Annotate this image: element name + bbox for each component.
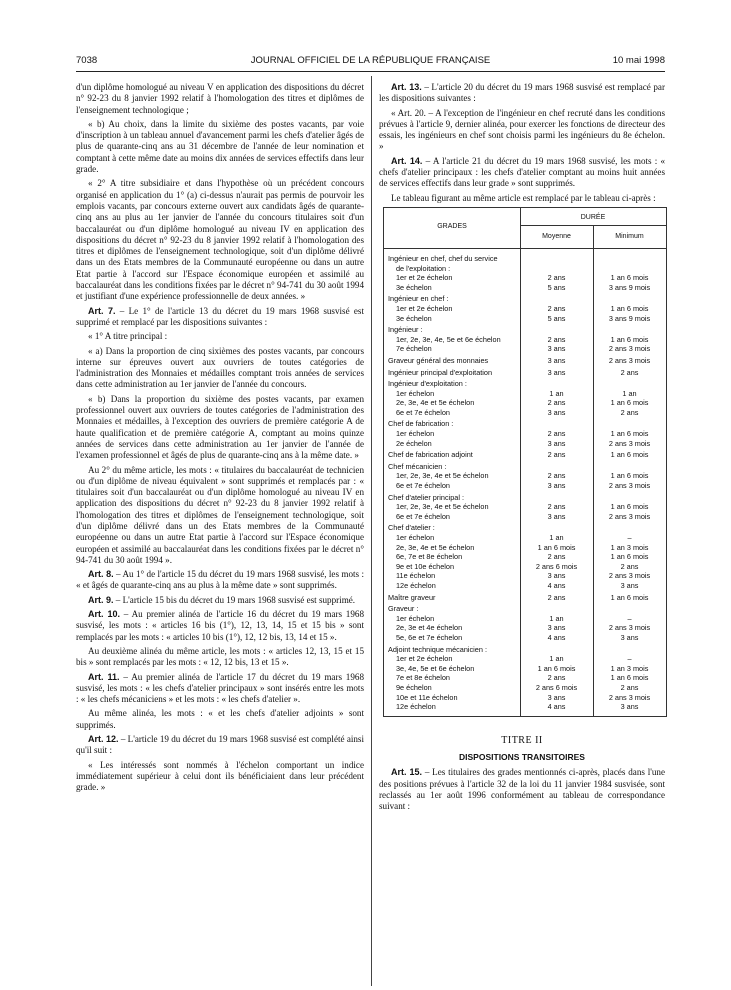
issue-date: 10 mai 1998 xyxy=(612,55,665,66)
grade-cell: 10e et 11e échelon xyxy=(396,692,458,702)
grade-cell: 2e, 3e et 4e échelon xyxy=(396,623,463,633)
paragraph: « b) Dans la proportion du sixième des postes vacants, par examen professionnel ouvert aux ouvriers de toutes catégories de l'administration des Monnaies et médailles, à l'exception des ouvriers de première catégorie A de haute qualification et de première catégorie A, comptant au moins quinze années de services dans cette administration au 1er janvier de l'année de l'examen professionnel et âgés de plus de quarante-cinq ans à la même date. » xyxy=(76,393,364,461)
paragraph: Au même alinéa, les mots : « et les chefs d'atelier adjoints » sont supprimés. xyxy=(76,708,364,730)
paragraph: « 1° A titre principal : xyxy=(88,331,168,342)
grade-cell: 2e, 3e, 4e et 5e échelon xyxy=(396,542,475,552)
grade-cell: Chef d'atelier principal : xyxy=(388,492,465,502)
moyenne-cell: 2 ans xyxy=(547,592,566,602)
article-text: – A l'article 21 du décret du 19 mars 1968 susvisé, les mots : « chefs d'atelier principaux : les chefs d'atelier comptant au moins huit années de services effectifs dans leur grade » sont supprimés. xyxy=(379,155,665,189)
table-row xyxy=(384,389,666,399)
moyenne-cell: 3 ans xyxy=(547,407,566,417)
moyenne-cell: 4 ans xyxy=(547,702,566,712)
header-grades: GRADES xyxy=(437,222,467,230)
header-moyenne: Moyenne xyxy=(542,232,571,240)
article-text: – Au 1° de l'article 15 du décret du 19 mars 1968 susvisé, les mots : « et âgés de quarante-cinq ans au plus à la même date » sont supprimés. xyxy=(76,569,364,591)
minimum-cell: 3 ans xyxy=(620,580,639,590)
moyenne-cell: 1 an xyxy=(549,654,564,664)
moyenne-cell: 1 an xyxy=(549,533,564,542)
table-row xyxy=(384,502,666,512)
grade-cell: 1er, 2e, 3e, 4e et 5e échelon xyxy=(396,471,489,481)
minimum-cell: 1 an 6 mois xyxy=(610,450,649,460)
table-row xyxy=(384,325,666,335)
moyenne-cell: 2 ans xyxy=(547,502,566,512)
grade-cell: 9e et 10e échelon xyxy=(396,561,455,571)
table-row xyxy=(384,439,666,449)
page-number: 7038 xyxy=(76,55,98,66)
paragraph: Le tableau figurant au même article est remplacé par le tableau ci-après : xyxy=(391,192,656,203)
article-label: Art. 13. xyxy=(391,82,422,92)
minimum-cell: 2 ans 3 mois xyxy=(608,355,651,365)
minimum-cell: 2 ans 3 mois xyxy=(608,344,651,354)
article-8 xyxy=(76,569,364,592)
article-label: Art. 10. xyxy=(88,609,121,620)
paragraph: « Les intéressés sont nommés à l'échelon comportant un indice immédiatement supérieur à celui dont ils bénéficiaient dans leur précédent grade. » xyxy=(76,759,364,793)
table-row xyxy=(384,264,666,274)
minimum-cell: 2 ans 3 mois xyxy=(608,692,651,702)
moyenne-cell: 2 ans xyxy=(547,303,566,313)
table-row xyxy=(384,693,666,703)
grade-cell: 1er et 2e échelon xyxy=(396,273,453,283)
minimum-cell: 2 ans xyxy=(620,367,639,377)
table-row xyxy=(384,533,666,543)
moyenne-cell: 3 ans xyxy=(547,692,566,702)
article-10 xyxy=(76,609,364,643)
grade-cell: 12e échelon xyxy=(396,580,436,590)
grade-cell: Graveur général des monnaies xyxy=(388,355,489,365)
table-row xyxy=(384,462,666,472)
grade-cell: Ingénieur en chef, chef du service xyxy=(388,253,498,263)
table-row xyxy=(384,593,666,603)
minimum-cell: 2 ans 3 mois xyxy=(608,481,651,491)
grade-cell: de l'exploitation : xyxy=(396,263,451,273)
grade-cell: Ingénieur en chef : xyxy=(388,294,449,304)
table-row xyxy=(384,356,666,366)
journal-title: JOURNAL OFFICIEL DE LA RÉPUBLIQUE FRANÇAISE xyxy=(250,55,491,66)
grade-cell: Adjoint technique mécanicien : xyxy=(388,644,487,654)
table-row xyxy=(384,562,666,572)
moyenne-cell: 1 an xyxy=(549,388,564,398)
grade-cell: 3e échelon xyxy=(396,313,432,323)
table-row xyxy=(384,493,666,503)
article-14 xyxy=(379,156,665,190)
article-label: Art. 8. xyxy=(88,569,114,580)
table-row xyxy=(384,512,666,522)
article-13 xyxy=(379,82,665,105)
table-row xyxy=(384,654,666,664)
grade-cell: 6e et 7e échelon xyxy=(396,511,450,521)
minimum-cell: 1 an 6 mois xyxy=(610,334,649,344)
grade-cell: Chef de fabrication adjoint xyxy=(388,450,473,460)
grade-cell: Ingénieur : xyxy=(388,325,423,335)
minimum-cell: 1 an 6 mois xyxy=(610,429,649,439)
paragraph: Au 2° du même article, les mots : « titulaires du baccalauréat de technicien ou d'un diplôme de niveau équivalent » sont supprimés et remplacés par : « titulaires soit d'un baccalauréat ou d'un diplôme homologué au niveau IV en application des dispositions du décret n° 92-23 du 8 janvier 1992 relatif à l'homologation des titres et diplômes de l'enseignement technologique, soit d'un diplôme délivré dans un des Etats membres de la Communauté européenne ou dans un autre Etat partie à l'accord sur l'Espace économique européen et assimilé au baccalauréat dans les conditions fixées par le décret n° 94-741 du 30 août 1994 ». xyxy=(76,464,364,565)
grade-cell: 1er et 2e échelon xyxy=(396,303,453,313)
moyenne-cell: 2 ans xyxy=(547,398,566,408)
moyenne-cell: 4 ans xyxy=(547,632,566,642)
table-row xyxy=(384,664,666,674)
moyenne-cell: 3 ans xyxy=(547,571,566,581)
moyenne-cell: 3 ans xyxy=(547,623,566,633)
grade-cell: Ingénieur principal d'exploitation xyxy=(388,367,493,377)
moyenne-cell: 3 ans xyxy=(547,355,566,365)
grade-cell: 2e échelon xyxy=(396,438,432,448)
moyenne-cell: 1 an xyxy=(549,613,564,623)
minimum-cell: 1 an 6 mois xyxy=(610,552,649,562)
article-text: – Au premier alinéa de l'article 16 du décret du 19 mars 1968 susvisé, les mots : « articles 16 bis (1°), 12, 13, 14, 15 et 15 bis » sont remplacés par les mots : « articles 10 bis (1°), 12, 12 bis, 13, 14 et 15 ». xyxy=(76,609,364,642)
moyenne-cell: 2 ans 6 mois xyxy=(535,561,578,571)
header-minimum: Minimum xyxy=(615,232,644,240)
moyenne-cell: 2 ans xyxy=(547,673,566,683)
grade-cell: Ingénieur d'exploitation : xyxy=(388,379,467,389)
moyenne-cell: 1 an 6 mois xyxy=(537,542,576,552)
minimum-cell: 2 ans xyxy=(620,682,639,692)
minimum-cell: 1 an 3 mois xyxy=(610,542,649,552)
minimum-cell: 3 ans 9 mois xyxy=(608,313,651,323)
paragraph: d'un diplôme homologué au niveau V en application des dispositions du décret n° 92-23 du 8 janvier 1992 relatif à l'homologation des titres et diplômes de l'enseignement technologique ; xyxy=(76,82,364,115)
article-9 xyxy=(76,595,364,606)
paragraph: « b) Au choix, dans la limite du sixième des postes vacants, par voie d'inscription à un tableau annuel d'avancement parmi les chefs d'atelier âgés de plus de quarante-cinq ans au 31 décembre de l'année de leur nomination et comptant à cette même date au moins dix années de services effectifs dans leur grade. xyxy=(76,118,364,175)
article-text: – L'article 20 du décret du 19 mars 1968 susvisé est remplacé par les dispositions suivantes : xyxy=(379,82,665,104)
moyenne-cell: 2 ans xyxy=(547,471,566,481)
minimum-cell: – xyxy=(627,613,632,623)
minimum-cell: 2 ans 3 mois xyxy=(608,623,651,633)
table-row xyxy=(384,294,666,304)
table-row xyxy=(384,314,666,324)
table-row xyxy=(384,581,666,591)
grade-cell: Chef mécanicien : xyxy=(388,461,447,471)
table-row xyxy=(384,673,666,683)
minimum-cell: 2 ans 3 mois xyxy=(608,571,651,581)
table-row xyxy=(384,254,666,264)
minimum-cell: 1 an 6 mois xyxy=(610,273,649,283)
table-row xyxy=(384,335,666,345)
article-12 xyxy=(76,734,364,757)
paragraph: « a) Dans la proportion de cinq sixièmes des postes vacants, par concours interne sur épreuves ouvert aux ouvriers de toutes catégories de l'administration des Monnaies et médailles comptant trois années de services dans cette administration au 1er janvier de l'année du concours. xyxy=(76,345,364,390)
minimum-cell: 1 an 6 mois xyxy=(610,398,649,408)
moyenne-cell: 2 ans xyxy=(547,552,566,562)
minimum-cell: 3 ans 9 mois xyxy=(608,282,651,292)
article-label: Art. 7. xyxy=(88,305,116,316)
table-row xyxy=(384,283,666,293)
grade-cell: Graveur : xyxy=(388,604,419,614)
grades-duration-table xyxy=(383,207,667,717)
table-row xyxy=(384,481,666,491)
article-label: Art. 15. xyxy=(391,767,423,778)
minimum-cell: 1 an xyxy=(622,388,637,398)
moyenne-cell: 2 ans xyxy=(547,273,566,283)
header-rule xyxy=(76,71,665,72)
article-text: – L'article 19 du décret du 19 mars 1968 susvisé est complété ainsi qu'il suit : xyxy=(76,734,365,756)
table-row xyxy=(384,552,666,562)
minimum-cell: 1 an 6 mois xyxy=(610,502,649,512)
article-label: Art. 12. xyxy=(88,734,119,745)
article-text: – L'article 15 bis du décret du 19 mars 1968 susvisé est supprimé. xyxy=(113,594,356,605)
article-11 xyxy=(76,672,364,706)
grade-cell: 7e échelon xyxy=(396,344,432,354)
minimum-cell: 2 ans xyxy=(620,407,639,417)
moyenne-cell: 2 ans xyxy=(547,450,566,460)
grade-cell: 1er, 2e, 3e, 4e et 5e échelon xyxy=(396,502,489,512)
table-row xyxy=(384,702,666,712)
table-row xyxy=(384,379,666,389)
minimum-cell: 2 ans 3 mois xyxy=(608,438,651,448)
grade-cell: 12e échelon xyxy=(396,702,436,712)
minimum-cell: 3 ans xyxy=(620,702,639,712)
grade-cell: Maître graveur xyxy=(388,592,436,602)
table-row xyxy=(384,304,666,314)
moyenne-cell: 5 ans xyxy=(547,313,566,323)
article-label: Art. 9. xyxy=(88,594,114,605)
left-column xyxy=(76,82,364,797)
table-row xyxy=(384,543,666,553)
table-row xyxy=(384,429,666,439)
moyenne-cell: 3 ans xyxy=(547,438,566,448)
minimum-cell: 1 an 3 mois xyxy=(610,663,649,673)
table-body xyxy=(384,249,666,716)
grade-cell: Chef de fabrication : xyxy=(388,419,454,429)
table-row xyxy=(384,344,666,354)
table-row xyxy=(384,398,666,408)
grade-cell: 1er échelon xyxy=(396,533,435,542)
paragraph: « Art. 20. – A l'exception de l'ingénieur en chef recruté dans les conditions prévues à l'article 9, dernier alinéa, pour exercer les fonctions de directeur des essais, les ingénieurs en chef sont choisis parmi les ingénieurs du 8e échelon. » xyxy=(379,107,665,152)
column-separator xyxy=(371,76,372,986)
moyenne-cell: 3 ans xyxy=(547,481,566,491)
grade-cell: 3e, 4e, 5e et 6e échelon xyxy=(396,663,475,673)
moyenne-cell: 2 ans xyxy=(547,334,566,344)
table-row xyxy=(384,419,666,429)
article-label: Art. 14. xyxy=(391,155,423,166)
table-row xyxy=(384,614,666,624)
moyenne-cell: 3 ans xyxy=(547,367,566,377)
page-header xyxy=(76,55,665,69)
grade-cell: 5e, 6e et 7e échelon xyxy=(396,632,463,642)
grade-cell: 3e échelon xyxy=(396,282,432,292)
grade-cell: 1er échelon xyxy=(396,613,435,623)
article-text: – Les titulaires des grades mentionnés ci-après, placés dans l'une des positions prévues à l'article 32 de la loi du 11 janvier 1984 susvisée, sont reclassés au 1er août 1996 conformément au tableau de correspondance suivant : xyxy=(379,767,666,812)
grade-cell: 11e échelon xyxy=(396,571,436,581)
minimum-cell: 3 ans xyxy=(620,632,639,642)
minimum-cell: 1 an 6 mois xyxy=(610,592,649,602)
grade-cell: 1er échelon xyxy=(396,388,435,398)
table-row xyxy=(384,645,666,655)
moyenne-cell: 2 ans 6 mois xyxy=(535,682,578,692)
minimum-cell: 1 an 6 mois xyxy=(610,673,649,683)
table-row xyxy=(384,623,666,633)
article-text: – Le 1° de l'article 13 du décret du 19 mars 1968 susvisé est supprimé et remplacé par les dispositions suivantes : xyxy=(76,305,364,327)
minimum-cell: 1 an 6 mois xyxy=(610,471,649,481)
grade-cell: 6e et 7e échelon xyxy=(396,407,450,417)
article-15 xyxy=(379,767,665,812)
grade-cell: 1er, 2e, 3e, 4e, 5e et 6e échelon xyxy=(396,334,501,344)
moyenne-cell: 5 ans xyxy=(547,282,566,292)
paragraph: Au deuxième alinéa du même article, les mots : « articles 12, 13, 15 et 15 bis » sont remplacés par les mots : « 12, 12 bis, 13 et 15 ». xyxy=(76,645,364,668)
moyenne-cell: 1 an 6 mois xyxy=(537,663,576,673)
moyenne-cell: 4 ans xyxy=(547,580,566,590)
table-row xyxy=(384,604,666,614)
table-row xyxy=(384,471,666,481)
header-duree: DURÉE xyxy=(520,213,666,226)
section-title: TITRE II xyxy=(501,734,543,746)
minimum-cell: 1 an 6 mois xyxy=(610,303,649,313)
grade-cell: 7e et 8e échelon xyxy=(396,673,450,683)
minimum-cell: – xyxy=(627,654,632,664)
minimum-cell: 2 ans xyxy=(620,561,639,571)
table-row xyxy=(384,683,666,693)
moyenne-cell: 3 ans xyxy=(547,344,566,354)
table-row xyxy=(384,633,666,643)
grade-cell: 1er échelon xyxy=(396,429,435,439)
section-subtitle: DISPOSITIONS TRANSITOIRES xyxy=(459,751,585,762)
grade-cell: 1er et 2e échelon xyxy=(396,654,453,664)
article-text: – Au premier alinéa de l'article 17 du décret du 19 mars 1968 susvisé, les mots : « les chefs d'atelier principaux » sont insérés entre les mots : « les chefs mécaniciens » et les mots : « les chefs d'atelier ». xyxy=(76,671,364,705)
grade-cell: 9e échelon xyxy=(396,682,432,692)
right-column xyxy=(379,82,665,815)
moyenne-cell: 2 ans xyxy=(547,429,566,439)
table-row xyxy=(384,450,666,460)
paragraph: « 2° A titre subsidiaire et dans l'hypothèse où un précédent concours organisé en application du 1° (a) ci-dessus n'aurait pas permis de pourvoir les emplois vacants, par concours externe ouvert aux candidats âgés de quarante-cinq ans au plus au 1er janvier de l'année du concours titulaires soit d'un baccalauréat ou d'un diplôme homologué au niveau IV en application des dispositions du décret n° 92-23 du 8 janvier 1992 relatif à l'homologation des titres et diplômes de l'enseignement technologique, soit d'un diplôme délivré dans un des Etats membres de la Communauté européenne ou dans un autre Etat partie à l'accord sur l'Espace économique européen et assimilé au baccalauréat dans les conditions fixées par le décret n° 94-741 du 30 août 1994 et justifiant d'une expérience professionnelle de deux années. » xyxy=(76,178,364,302)
table-row xyxy=(384,523,666,533)
moyenne-cell: 3 ans xyxy=(547,511,566,521)
table-row xyxy=(384,368,666,378)
grade-cell: Chef d'atelier : xyxy=(388,523,435,533)
table-header xyxy=(384,208,666,249)
article-label: Art. 11. xyxy=(88,671,120,682)
grade-cell: 2e, 3e, 4e et 5e échelon xyxy=(396,398,475,408)
grade-cell: 6e, 7e et 8e échelon xyxy=(396,552,463,562)
table-row xyxy=(384,571,666,581)
minimum-cell: – xyxy=(627,533,632,542)
grade-cell: 6e et 7e échelon xyxy=(396,481,450,491)
article-7 xyxy=(76,306,364,329)
minimum-cell: 2 ans 3 mois xyxy=(608,511,651,521)
table-row xyxy=(384,273,666,283)
table-row xyxy=(384,408,666,418)
